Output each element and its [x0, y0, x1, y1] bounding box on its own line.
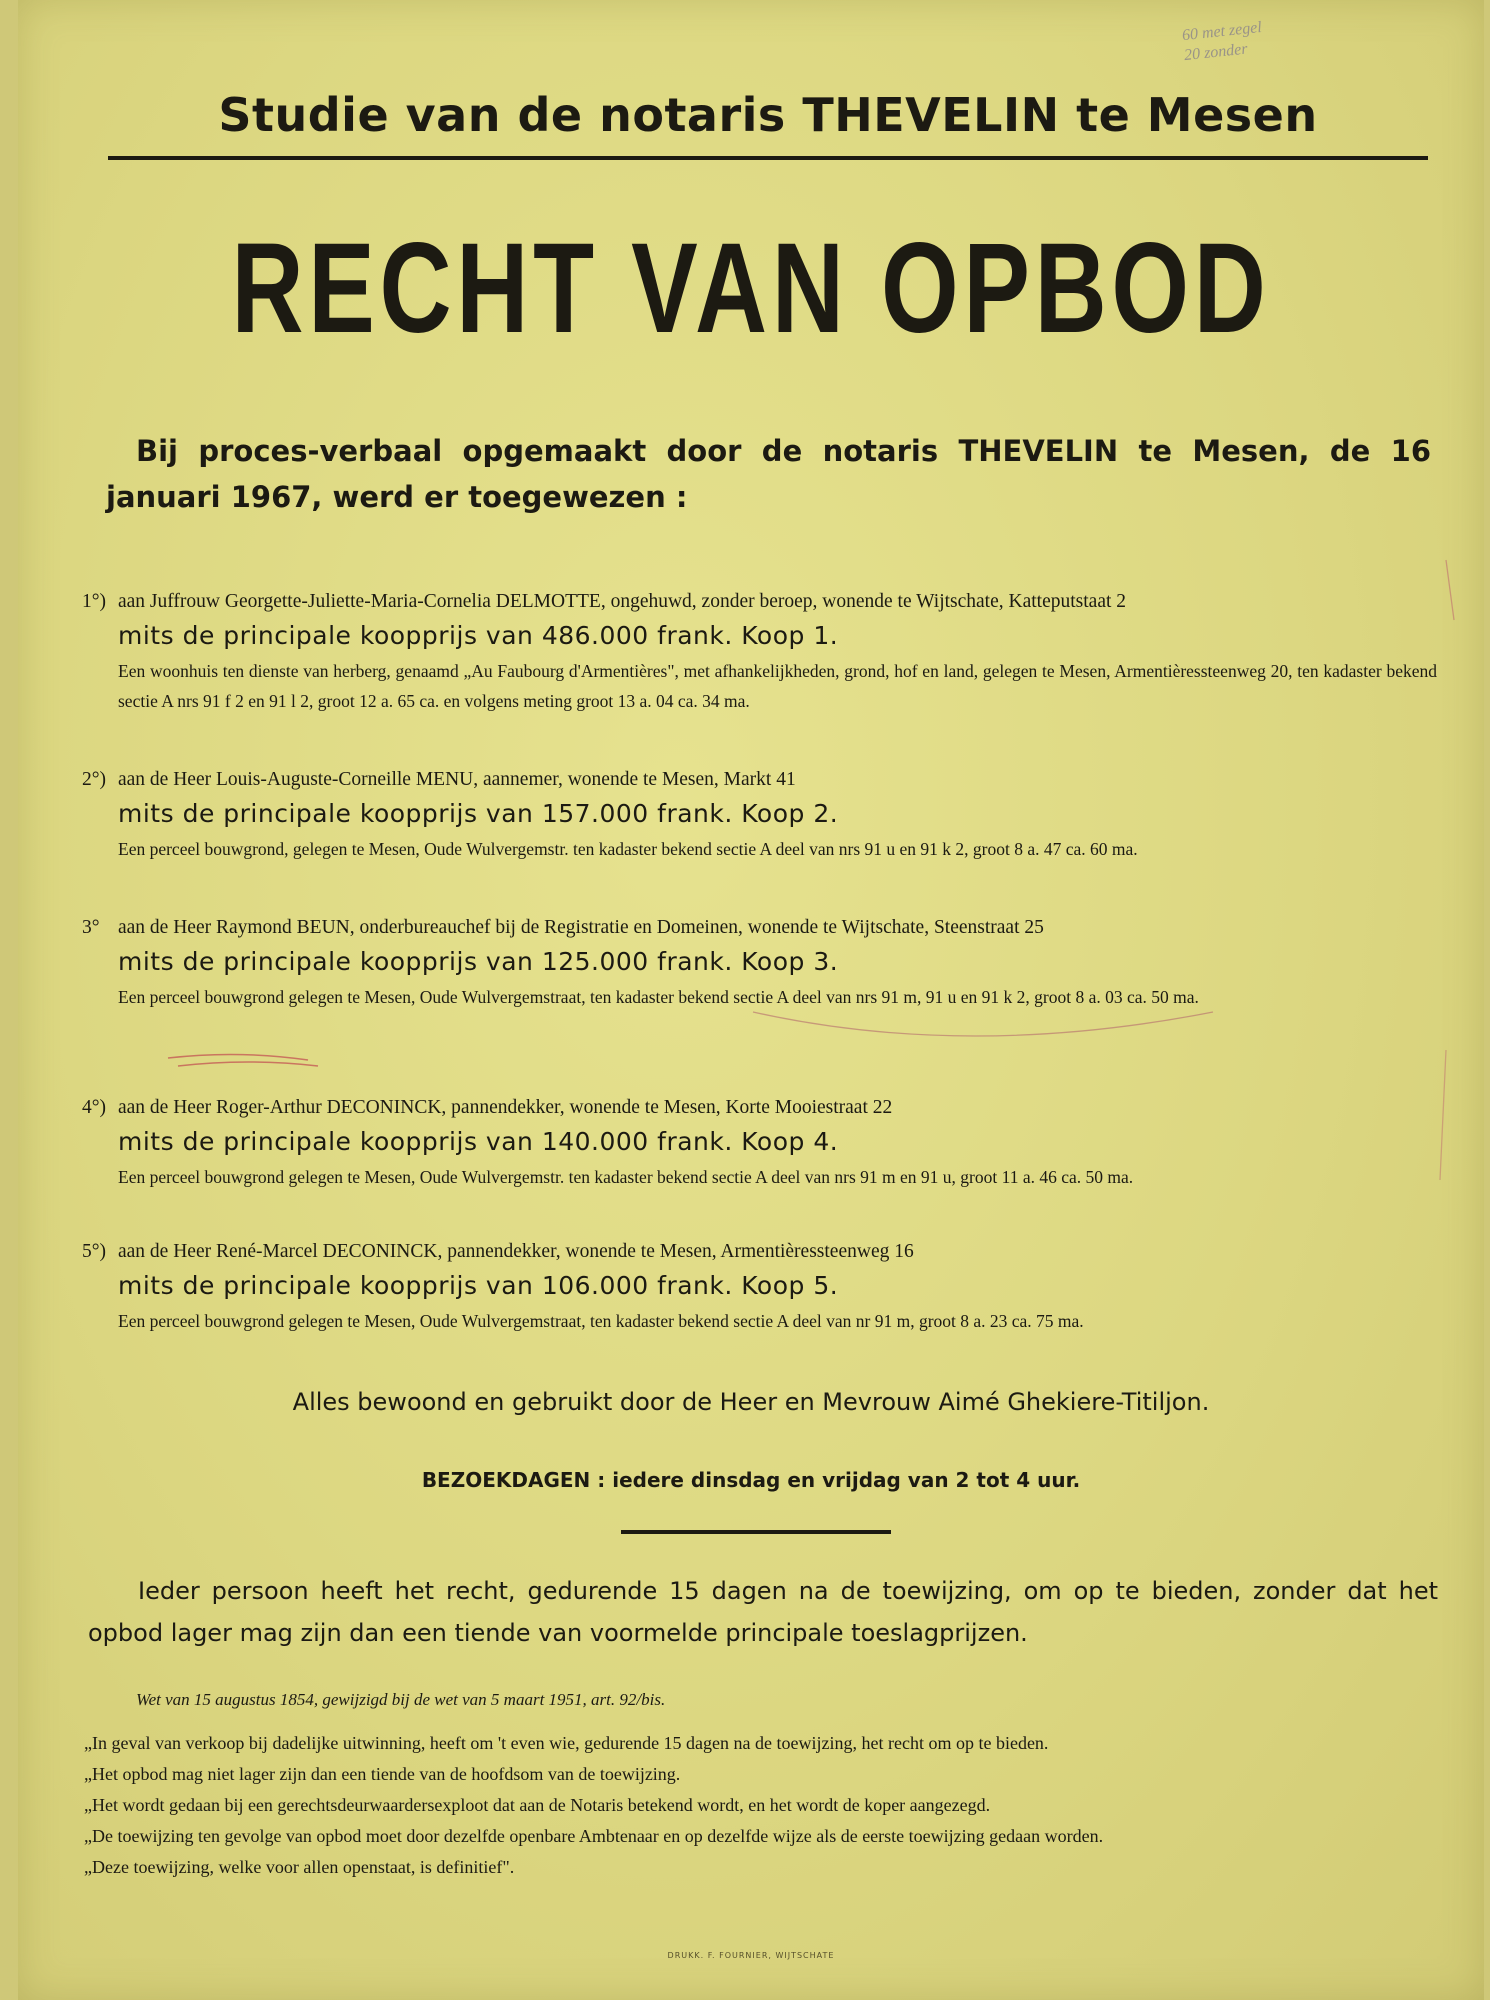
law-quote-line: „Het opbod mag niet lager zijn dan een tiende van de hoofdsom van de toewijzing. — [84, 1764, 681, 1784]
printer-imprint: DRUKK. F. FOURNIER, WIJTSCHATE — [667, 1951, 835, 1960]
lot-number: 5°) — [82, 1241, 107, 1262]
lot-description: Een perceel bouwgrond gelegen te Mesen, Oude Wulvergemstraat, ten kadaster bekend sectie A deel van nr 91 m, groot 8 a. 23 ca. 75 ma. — [118, 1311, 1084, 1331]
lot-party-text: aan de Heer Roger-Arthur DECONINCK, pannendekker, wonende te Mesen, Korte Mooiestraat 22 — [118, 1097, 893, 1118]
pencil-annotations — [18, 0, 1484, 2000]
lot-number: 1°) — [82, 591, 107, 612]
lot-description: Een perceel bouwgrond, gelegen te Mesen, Oude Wulvergemstr. ten kadaster bekend sectie A deel van nrs 91 u en 91 k 2, groot 8 a. 47 ca. 60 ma. — [118, 839, 1138, 859]
lot-price: mits de principale koopprijs van 157.000 frank. Koop 2. — [118, 799, 839, 828]
poster-title: RECHT VAN OPBOD — [231, 217, 1271, 360]
law-reference: Wet van 15 augustus 1854, gewijzigd bij de wet van 5 maart 1951, art. 92/bis. — [136, 1690, 666, 1709]
handwritten-note-line: 60 met zegel — [1181, 18, 1263, 45]
lot-description: Een perceel bouwgrond gelegen te Mesen, Oude Wulvergemstr. ten kadaster bekend sectie A deel van nrs 91 m en 91 u, groot 11 a. 46 ca. 50 ma. — [118, 1167, 1134, 1187]
poster-sheet — [18, 0, 1484, 2000]
lot-price: mits de principale koopprijs van 486.000 frank. Koop 1. — [118, 621, 839, 650]
lot-price: mits de principale koopprijs van 106.000 frank. Koop 5. — [118, 1271, 839, 1300]
lot-description: Een woonhuis ten dienste van herberg, genaamd „Au Faubourg d'Armentières", met afhankelijkheden, grond, hof en land, gelegen te Mesen, Armentièressteenweg 20, ten kadaster bekend sectie A nrs 91 f 2 en 91 l 2, groot 12 a. 65 ca. en volgens meting groot 13 a. 04 ca. 34 ma. — [118, 661, 1437, 711]
handwritten-note-line: 20 zonder — [1183, 40, 1249, 65]
lot-description: Een perceel bouwgrond gelegen te Mesen, Oude Wulvergemstraat, ten kadaster bekend sectie A deel van nrs 91 m, 91 u en 91 k 2, groot 8 a. 03 ca. 50 ma. — [118, 987, 1199, 1007]
outbid-right-paragraph: Ieder persoon heeft het recht, gedurende 15 dagen na de toewijzing, om op te bieden, zonder dat het opbod lager mag zijn dan een tiende van voormelde principale toeslagprijzen. — [88, 1577, 1438, 1647]
law-quote-line: „Het wordt gedaan bij een gerechtsdeurwaardersexploot dat aan de Notaris betekend wordt, en het wordt de koper aangezegd. — [84, 1795, 991, 1815]
law-quote-line: „Deze toewijzing, welke voor allen openstaat, is definitief". — [84, 1857, 515, 1877]
lot-number: 3° — [82, 917, 100, 938]
lot-party-text: aan de Heer Louis-Auguste-Corneille MENU, aannemer, wonende te Mesen, Markt 41 — [118, 769, 796, 790]
visiting-days-label: BEZOEKDAGEN : — [421, 1468, 606, 1492]
law-quote-line: „In geval van verkoop bij dadelijke uitwinning, heeft om 't even wie, gedurende 15 dagen na de toewijzing, het recht om op te bieden. — [84, 1733, 1049, 1753]
law-quote-line: „De toewijzing ten gevolge van opbod moet door dezelfde openbare Ambtenaar en op dezelfde wijze als de eerste toewijzing gedaan worden. — [84, 1826, 1104, 1846]
visiting-days-text: iedere dinsdag en vrijdag van 2 tot 4 uur. — [612, 1468, 1081, 1492]
lot-party-text: aan de Heer René-Marcel DECONINCK, pannendekker, wonende te Mesen, Armentièressteenweg 16 — [118, 1241, 914, 1262]
intro-paragraph: Bij proces-verbaal opgemaakt door de notaris THEVELIN te Mesen, de 16 januari 1967, werd er toegewezen : — [106, 434, 1431, 514]
lot-number: 4°) — [82, 1097, 107, 1118]
notary-header: Studie van de notaris THEVELIN te Mesen — [218, 88, 1318, 142]
lot-price: mits de principale koopprijs van 125.000 frank. Koop 3. — [118, 947, 839, 976]
lot-number: 2°) — [82, 769, 107, 790]
lot-party-text: aan Juffrouw Georgette-Juliette-Maria-Cornelia DELMOTTE, ongehuwd, zonder beroep, wonende te Wijtschate, Katteputstaat 2 — [118, 591, 1127, 612]
lot-party-text: aan de Heer Raymond BEUN, onderbureauchef bij de Registratie en Domeinen, wonende te Wijtschate, Steenstraat 25 — [118, 917, 1044, 938]
occupancy-note: Alles bewoond en gebruikt door de Heer en Mevrouw Aimé Ghekiere-Titiljon. — [292, 1388, 1210, 1416]
lot-price: mits de principale koopprijs van 140.000 frank. Koop 4. — [118, 1127, 839, 1156]
